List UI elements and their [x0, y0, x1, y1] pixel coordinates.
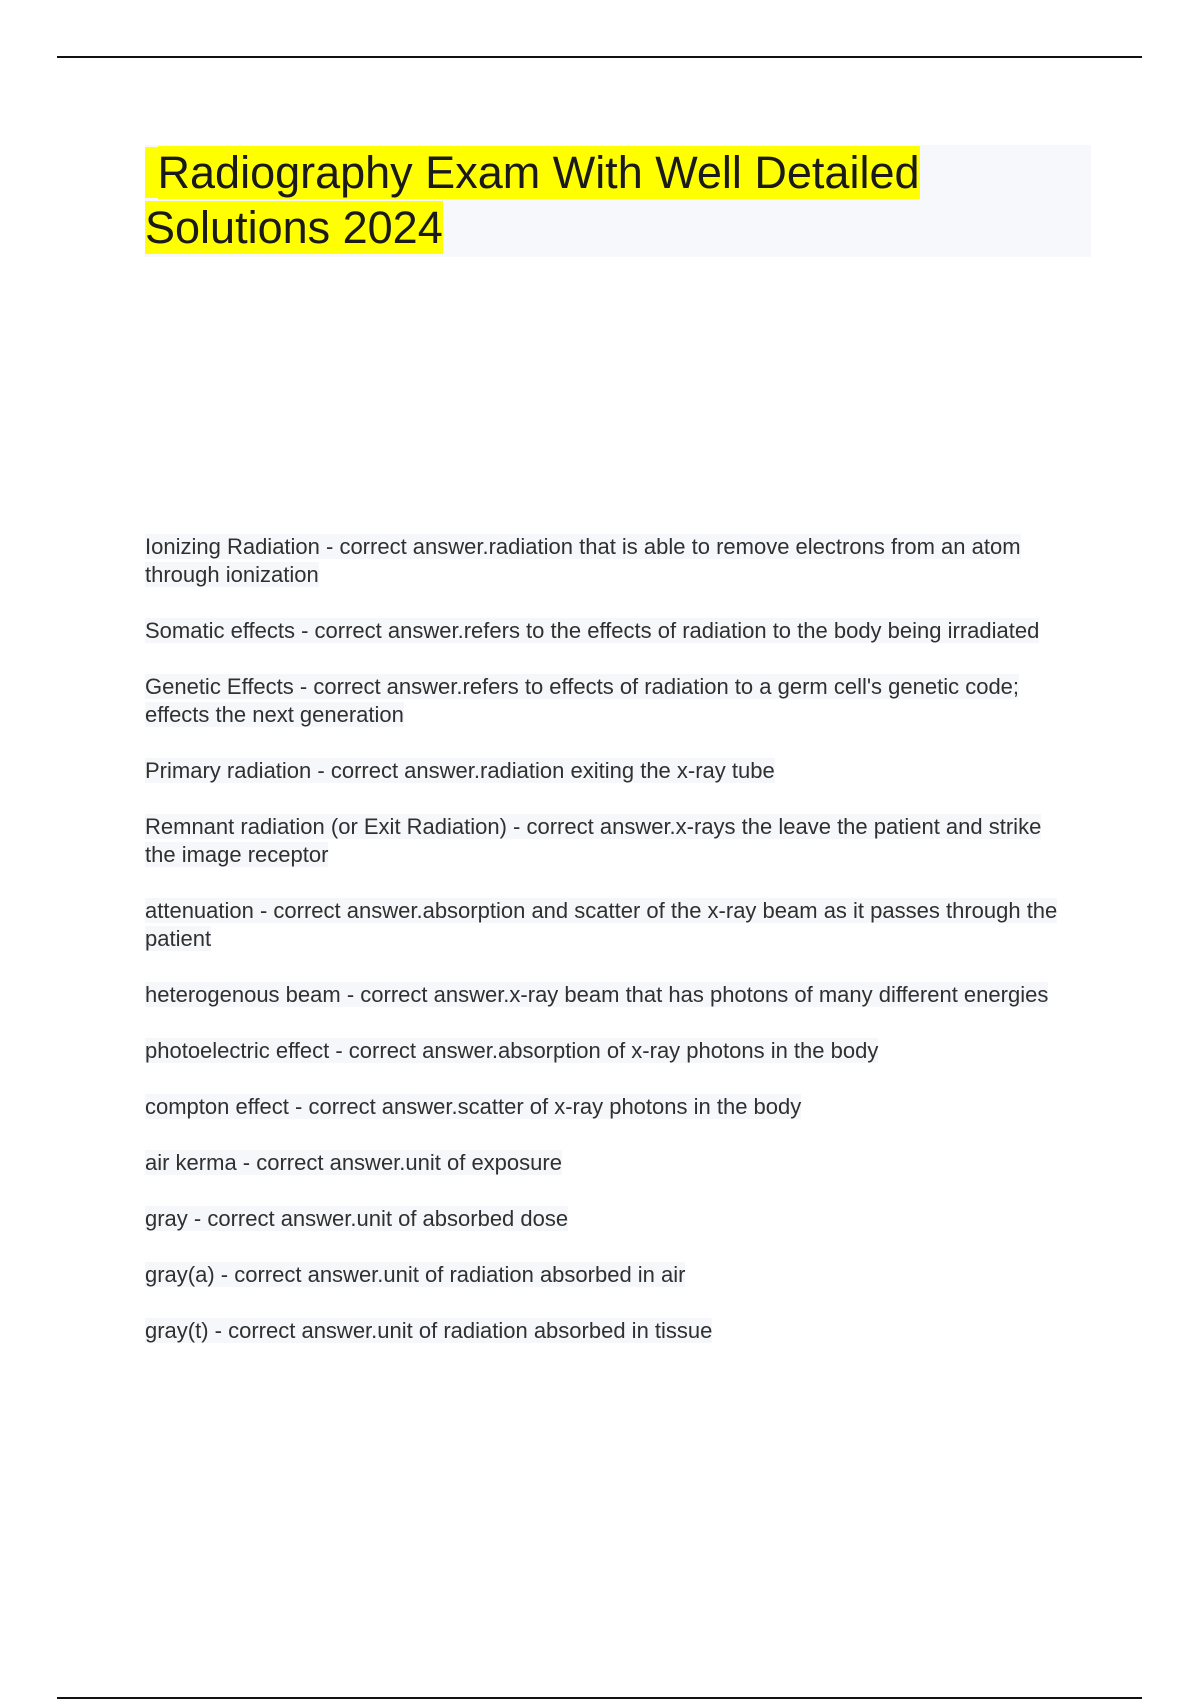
- qa-list: [145, 533, 1075, 1373]
- header-rule: [57, 56, 1142, 58]
- document-title: [145, 145, 1045, 255]
- title-indent: [145, 147, 158, 198]
- list-item: [145, 1205, 1075, 1233]
- qa-text: air kerma - correct answer.unit of exposure: [145, 1150, 562, 1175]
- qa-text: gray(a) - correct answer.unit of radiation absorbed in air: [145, 1262, 686, 1287]
- qa-text: Genetic Effects - correct answer.refers to effects of radiation to a germ cell's genetic code; effects the next generation: [145, 674, 1020, 727]
- list-item: [145, 1037, 1075, 1065]
- list-item: [145, 533, 1075, 589]
- list-item: [145, 897, 1075, 953]
- qa-text: photoelectric effect - correct answer.absorption of x-ray photons in the body: [145, 1038, 879, 1063]
- list-item: [145, 981, 1075, 1009]
- qa-text: gray(t) - correct answer.unit of radiation absorbed in tissue: [145, 1318, 713, 1343]
- footer-rule: [57, 1697, 1142, 1699]
- list-item: [145, 1149, 1075, 1177]
- qa-text: Remnant radiation (or Exit Radiation) - correct answer.x-rays the leave the patient and strike the image receptor: [145, 814, 1042, 867]
- title-text: Radiography Exam With Well Detailed Solutions 2024: [145, 147, 920, 253]
- list-item: [145, 673, 1075, 729]
- list-item: [145, 1317, 1075, 1345]
- qa-text: heterogenous beam - correct answer.x-ray beam that has photons of many different energies: [145, 982, 1049, 1007]
- title-block: [145, 145, 1091, 257]
- qa-text: Primary radiation - correct answer.radiation exiting the x-ray tube: [145, 758, 775, 783]
- list-item: [145, 813, 1075, 869]
- qa-text: Ionizing Radiation - correct answer.radiation that is able to remove electrons from an atom through ionization: [145, 534, 1021, 587]
- qa-text: attenuation - correct answer.absorption and scatter of the x-ray beam as it passes through the patient: [145, 898, 1058, 951]
- qa-text: Somatic effects - correct answer.refers to the effects of radiation to the body being irradiated: [145, 618, 1040, 643]
- list-item: [145, 757, 1075, 785]
- list-item: [145, 1093, 1075, 1121]
- qa-text: gray - correct answer.unit of absorbed dose: [145, 1206, 569, 1231]
- list-item: [145, 617, 1075, 645]
- list-item: [145, 1261, 1075, 1289]
- qa-text: compton effect - correct answer.scatter of x-ray photons in the body: [145, 1094, 802, 1119]
